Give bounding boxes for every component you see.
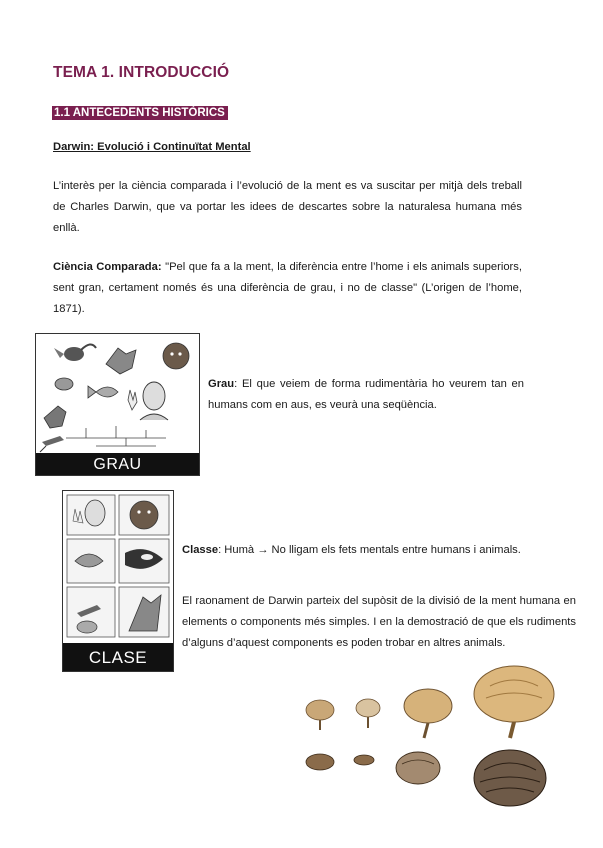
clase-figure — [62, 490, 174, 672]
grau-caption: GRAU — [36, 453, 199, 475]
raonament-paragraph: El raonament de Darwin parteix del supòsit de la divisió de la ment humana en elements o components més simples. I en la demostració de que els rudiments d’alguns d’aquest components es poden trobar en altres animals. — [182, 595, 576, 649]
grau-text: : El que veiem de forma rudimentària ho veurem tan en humans com en aus, es veurà una seqüència. — [208, 378, 524, 411]
grau-paragraph — [208, 374, 524, 416]
subheading: Darwin: Evolució i Continuïtat Mental — [53, 141, 251, 153]
grau-illustration — [36, 334, 199, 454]
clase-illustration — [63, 491, 173, 641]
clase-caption: CLASE — [63, 643, 173, 671]
classe-paragraph — [182, 540, 554, 561]
comparada-text: "Pel que fa a la ment, la diferència entre l’home i els animals superiors, sent gran, certament només és una diferència de grau, i no de classe" (L’origen de l’home, 1871). — [53, 261, 522, 315]
grau-label: Grau — [208, 378, 235, 390]
comparada-paragraph — [53, 257, 522, 320]
brains-illustration — [300, 664, 560, 814]
page-title: TEMA 1. INTRODUCCIÓ — [53, 64, 230, 81]
classe-text: : Humà → No lligam els fets mentals entre humans i animals. — [218, 544, 521, 556]
classe-label: Classe — [182, 544, 219, 556]
intro-paragraph: L’interès per la ciència comparada i l’evolució de la ment es va suscitar per mitjà dels treball de Charles Darwin, que va portar les idees de descartes sobre la naturalesa humana més enllà. — [53, 180, 522, 234]
brains-figure — [300, 664, 560, 814]
grau-figure — [35, 333, 200, 476]
comparada-label: Ciència Comparada: — [53, 261, 162, 273]
section-heading: 1.1 ANTECEDENTS HISTÒRICS — [52, 106, 228, 120]
